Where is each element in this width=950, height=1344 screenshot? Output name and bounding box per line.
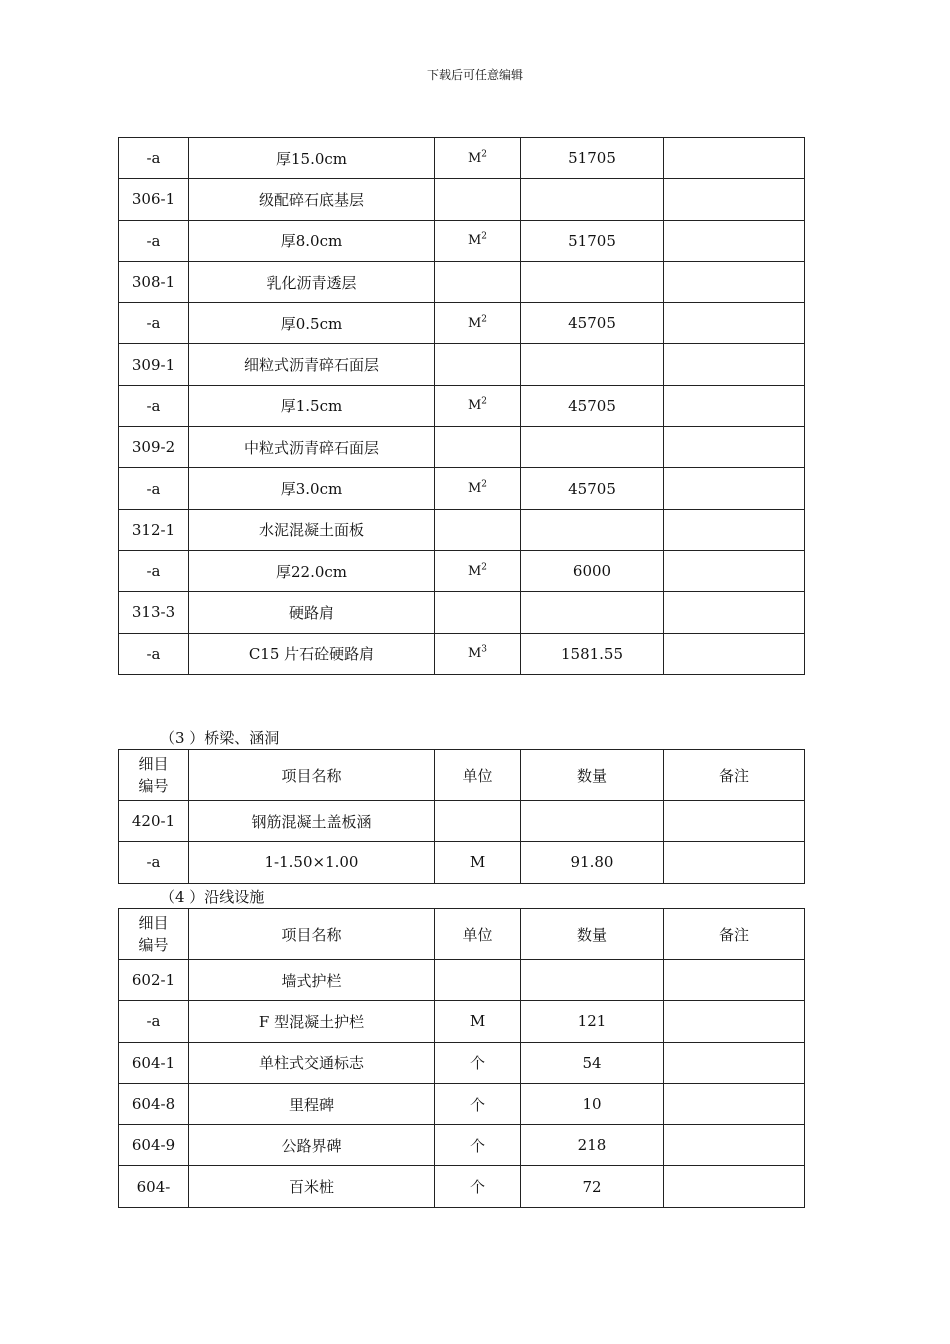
cell-qty bbox=[521, 592, 664, 633]
cell-name: 级配碎石底基层 bbox=[189, 179, 435, 220]
unit-base: M bbox=[467, 233, 482, 249]
cell-note bbox=[664, 1001, 805, 1042]
cell-code: -a bbox=[119, 468, 189, 509]
cell-note bbox=[664, 1125, 805, 1166]
cell-unit: 个 bbox=[435, 1042, 521, 1083]
cell-unit: 个 bbox=[435, 1166, 521, 1207]
unit-exponent: 2 bbox=[481, 231, 488, 242]
cell-qty: 121 bbox=[521, 1001, 664, 1042]
cell-note bbox=[664, 138, 805, 179]
header-qty: 数量 bbox=[521, 750, 664, 801]
table-row bbox=[119, 801, 805, 842]
unit-base: M bbox=[467, 563, 482, 579]
cell-qty: 218 bbox=[521, 1125, 664, 1166]
header-name: 项目名称 bbox=[189, 750, 435, 801]
table-row bbox=[119, 1083, 805, 1124]
cell-name: 里程碑 bbox=[189, 1083, 435, 1124]
cell-qty: 1581.55 bbox=[521, 633, 664, 674]
table-row bbox=[119, 550, 805, 591]
cell-name: 水泥混凝土面板 bbox=[189, 509, 435, 550]
unit-base: M bbox=[467, 646, 482, 662]
cell-unit bbox=[435, 509, 521, 550]
header-name: 项目名称 bbox=[189, 909, 435, 960]
table-body bbox=[119, 750, 805, 884]
cell-qty bbox=[521, 344, 664, 385]
table-row bbox=[119, 261, 805, 302]
cell-qty bbox=[521, 261, 664, 302]
cell-note bbox=[664, 550, 805, 591]
table-header-row bbox=[119, 909, 805, 960]
table-body bbox=[119, 909, 805, 1208]
cell-unit: 个 bbox=[435, 1125, 521, 1166]
cell-name: 硬路肩 bbox=[189, 592, 435, 633]
cell-unit bbox=[435, 960, 521, 1001]
cell-qty bbox=[521, 960, 664, 1001]
header-unit: 单位 bbox=[435, 909, 521, 960]
table-header-row bbox=[119, 750, 805, 801]
cell-name: 厚0.5cm bbox=[189, 303, 435, 344]
cell-code: 604-8 bbox=[119, 1083, 189, 1124]
header-code-line1: 细目 bbox=[138, 914, 169, 932]
table-row bbox=[119, 509, 805, 550]
header-code bbox=[119, 750, 189, 801]
cell-unit: M bbox=[435, 842, 521, 883]
cell-qty: 91.80 bbox=[521, 842, 664, 883]
cell-code: 604-9 bbox=[119, 1125, 189, 1166]
cell-qty: 6000 bbox=[521, 550, 664, 591]
cell-unit bbox=[435, 427, 521, 468]
cell-qty: 45705 bbox=[521, 385, 664, 426]
cell-code: -a bbox=[119, 303, 189, 344]
header-qty: 数量 bbox=[521, 909, 664, 960]
cell-note bbox=[664, 179, 805, 220]
cell-name: F 型混凝土护栏 bbox=[189, 1001, 435, 1042]
cell-note bbox=[664, 385, 805, 426]
table-row bbox=[119, 303, 805, 344]
cell-unit bbox=[435, 633, 521, 674]
quantity-table-bridges-culverts bbox=[118, 749, 805, 884]
cell-code: 312-1 bbox=[119, 509, 189, 550]
quantity-table-pavement bbox=[118, 137, 805, 675]
table-row bbox=[119, 344, 805, 385]
cell-name: 厚15.0cm bbox=[189, 138, 435, 179]
cell-note bbox=[664, 1083, 805, 1124]
cell-qty bbox=[521, 801, 664, 842]
cell-unit: 个 bbox=[435, 1083, 521, 1124]
header-code bbox=[119, 909, 189, 960]
cell-code: 604- bbox=[119, 1166, 189, 1207]
cell-code: -a bbox=[119, 138, 189, 179]
table-row bbox=[119, 179, 805, 220]
cell-name: 公路界碑 bbox=[189, 1125, 435, 1166]
cell-note bbox=[664, 842, 805, 883]
header-unit: 单位 bbox=[435, 750, 521, 801]
unit-exponent: 2 bbox=[481, 562, 488, 573]
cell-unit bbox=[435, 385, 521, 426]
cell-code: 309-1 bbox=[119, 344, 189, 385]
cell-name: 百米桩 bbox=[189, 1166, 435, 1207]
cell-note bbox=[664, 344, 805, 385]
table-row bbox=[119, 1042, 805, 1083]
cell-note bbox=[664, 633, 805, 674]
cell-qty: 51705 bbox=[521, 138, 664, 179]
cell-note bbox=[664, 1042, 805, 1083]
unit-exponent: 3 bbox=[481, 644, 488, 655]
cell-code: 306-1 bbox=[119, 179, 189, 220]
cell-qty: 10 bbox=[521, 1083, 664, 1124]
cell-code: -a bbox=[119, 1001, 189, 1042]
unit-exponent: 2 bbox=[481, 479, 488, 490]
section-title-roadside-facilities: （4 ）沿线设施 bbox=[160, 888, 265, 906]
cell-qty: 45705 bbox=[521, 303, 664, 344]
cell-note bbox=[664, 960, 805, 1001]
unit-base: M bbox=[467, 315, 482, 331]
cell-name: 1-1.50×1.00 bbox=[189, 842, 435, 883]
cell-note bbox=[664, 468, 805, 509]
cell-unit bbox=[435, 592, 521, 633]
unit-base: M bbox=[467, 398, 482, 414]
table-body bbox=[119, 138, 805, 675]
cell-name: 细粒式沥青碎石面层 bbox=[189, 344, 435, 385]
header-code-line2: 编号 bbox=[138, 936, 169, 954]
table-row bbox=[119, 633, 805, 674]
cell-name: 墙式护栏 bbox=[189, 960, 435, 1001]
table-row bbox=[119, 1166, 805, 1207]
cell-unit: M bbox=[435, 1001, 521, 1042]
header-note: 备注 bbox=[664, 909, 805, 960]
table-row bbox=[119, 468, 805, 509]
table-row bbox=[119, 960, 805, 1001]
unit-exponent: 2 bbox=[481, 314, 488, 325]
cell-unit bbox=[435, 303, 521, 344]
table-row bbox=[119, 385, 805, 426]
unit-exponent: 2 bbox=[481, 149, 488, 160]
section-title-bridges-culverts: （3 ）桥梁、涵洞 bbox=[160, 729, 280, 747]
cell-qty: 45705 bbox=[521, 468, 664, 509]
cell-code: -a bbox=[119, 633, 189, 674]
cell-qty: 72 bbox=[521, 1166, 664, 1207]
cell-qty bbox=[521, 509, 664, 550]
cell-name: 厚8.0cm bbox=[189, 220, 435, 261]
cell-qty: 54 bbox=[521, 1042, 664, 1083]
cell-code: 420-1 bbox=[119, 801, 189, 842]
cell-unit bbox=[435, 801, 521, 842]
cell-note bbox=[664, 303, 805, 344]
cell-code: 308-1 bbox=[119, 261, 189, 302]
cell-name: 厚22.0cm bbox=[189, 550, 435, 591]
cell-note bbox=[664, 220, 805, 261]
unit-exponent: 2 bbox=[481, 397, 488, 408]
cell-unit bbox=[435, 138, 521, 179]
cell-code: 309-2 bbox=[119, 427, 189, 468]
cell-code: -a bbox=[119, 842, 189, 883]
cell-qty bbox=[521, 179, 664, 220]
cell-unit bbox=[435, 468, 521, 509]
header-code-line1: 细目 bbox=[138, 755, 169, 773]
cell-note bbox=[664, 427, 805, 468]
table-row bbox=[119, 1001, 805, 1042]
cell-name: 厚3.0cm bbox=[189, 468, 435, 509]
cell-name: 厚1.5cm bbox=[189, 385, 435, 426]
cell-code: 604-1 bbox=[119, 1042, 189, 1083]
cell-qty bbox=[521, 427, 664, 468]
table-row bbox=[119, 138, 805, 179]
cell-name: 单柱式交通标志 bbox=[189, 1042, 435, 1083]
cell-name: 钢筋混凝土盖板涵 bbox=[189, 801, 435, 842]
cell-note bbox=[664, 801, 805, 842]
cell-code: -a bbox=[119, 385, 189, 426]
table-row bbox=[119, 592, 805, 633]
cell-unit bbox=[435, 344, 521, 385]
cell-note bbox=[664, 1166, 805, 1207]
table-row bbox=[119, 842, 805, 883]
cell-code: -a bbox=[119, 220, 189, 261]
cell-code: 602-1 bbox=[119, 960, 189, 1001]
quantity-table-roadside-facilities bbox=[118, 908, 805, 1208]
cell-note bbox=[664, 261, 805, 302]
cell-name: 乳化沥青透层 bbox=[189, 261, 435, 302]
cell-unit bbox=[435, 220, 521, 261]
cell-name: C15 片石砼硬路肩 bbox=[189, 633, 435, 674]
table-row bbox=[119, 220, 805, 261]
cell-note bbox=[664, 592, 805, 633]
unit-base: M bbox=[467, 481, 482, 497]
table-row bbox=[119, 1125, 805, 1166]
cell-note bbox=[664, 509, 805, 550]
table-row bbox=[119, 427, 805, 468]
cell-unit bbox=[435, 550, 521, 591]
cell-unit bbox=[435, 261, 521, 302]
header-note: 备注 bbox=[664, 750, 805, 801]
cell-name: 中粒式沥青碎石面层 bbox=[189, 427, 435, 468]
cell-qty: 51705 bbox=[521, 220, 664, 261]
cell-code: 313-3 bbox=[119, 592, 189, 633]
header-note: 下载后可任意编辑 bbox=[426, 68, 523, 82]
unit-base: M bbox=[467, 150, 482, 166]
cell-unit bbox=[435, 179, 521, 220]
cell-code: -a bbox=[119, 550, 189, 591]
header-code-line2: 编号 bbox=[138, 777, 169, 795]
